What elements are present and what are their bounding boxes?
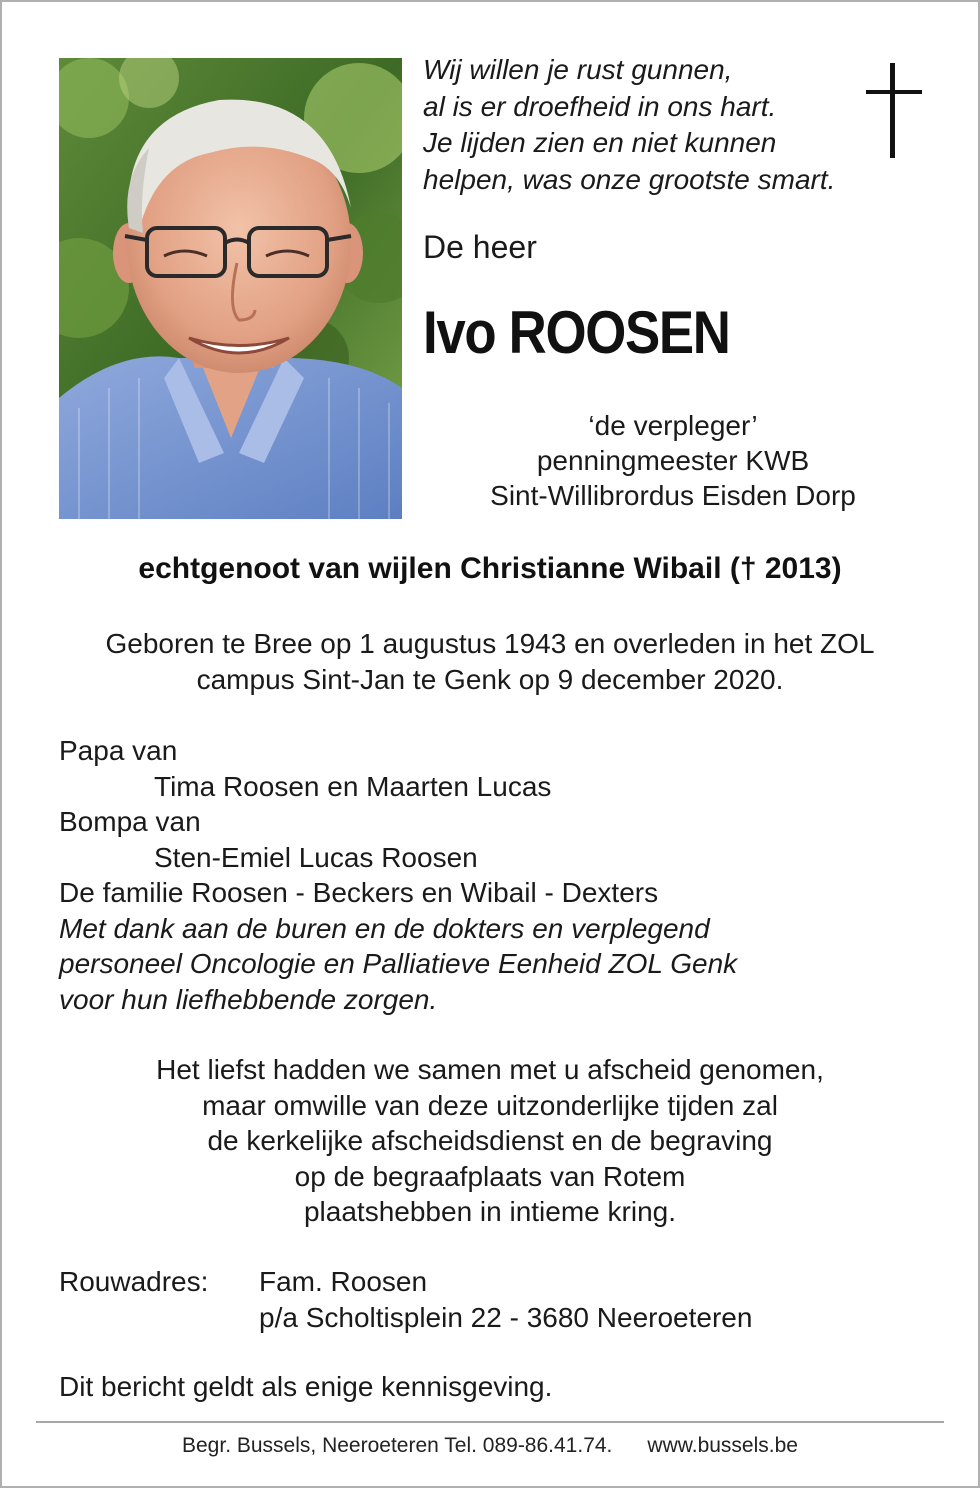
thanks-line: Met dank aan de buren en de dokters en verplegend <box>59 912 710 944</box>
mourning-address <box>59 1264 752 1336</box>
spouse-line: echtgenoot van wijlen Christianne Wibail († 2013) <box>138 552 842 585</box>
poem-line: Je lijden zien en niet kunnen <box>423 127 777 158</box>
farewell-text <box>0 1052 980 1230</box>
farewell-line: plaatshebben in intieme kring. <box>303 1196 676 1227</box>
deceased-name: Ivo ROOSEN <box>423 299 730 366</box>
address-line-1: Fam. Roosen <box>259 1266 428 1297</box>
footer-divider <box>36 1421 944 1423</box>
birth-death-info <box>0 626 980 698</box>
role-line: Sint-Willibrordus Eisden Dorp <box>490 480 856 511</box>
address-label: Rouwadres: <box>59 1266 209 1297</box>
website-link[interactable]: www.bussels.be <box>647 1434 798 1457</box>
role-line: penningmeester KWB <box>536 445 810 476</box>
relatives-line: De familie Roosen - Beckers en Wibail - Dexters <box>59 877 659 908</box>
thanks-line: personeel Oncologie en Palliatieve Eenheid ZOL Genk <box>59 948 738 979</box>
footer <box>0 1434 980 1458</box>
papa-label: Papa van <box>59 735 178 766</box>
honorific: De heer <box>423 229 537 265</box>
family-section <box>59 733 939 1017</box>
poem-line: Wij willen je rust gunnen, <box>423 54 733 85</box>
poem-line: al is er droefheid in ons hart. <box>423 90 777 122</box>
farewell-line: de kerkelijke afscheidsdienst en de begraving <box>207 1125 773 1156</box>
farewell-line: Het liefst hadden we samen met u afscheid genomen, <box>156 1054 824 1085</box>
portrait-photo <box>59 58 402 519</box>
farewell-line: op de begraafplaats van Rotem <box>294 1160 686 1192</box>
bompa-label: Bompa van <box>59 806 201 837</box>
latin-cross-icon <box>866 63 922 158</box>
birth-death-line: campus Sint-Jan te Genk op 9 december 2020. <box>196 664 784 695</box>
undertaker-info: Begr. Bussels, Neeroeteren Tel. 089-86.41.74. <box>182 1434 613 1457</box>
notice-line: Dit bericht geldt als enige kennisgeving. <box>59 1371 553 1402</box>
farewell-line: maar omwille van deze uitzonderlijke tijden zal <box>202 1089 778 1121</box>
birth-death-line: Geboren te Bree op 1 augustus 1943 en overleden in het ZOL <box>105 628 875 659</box>
roles <box>423 408 923 513</box>
grandchildren-names: Sten-Emiel Lucas Roosen <box>154 841 478 873</box>
thanks-line: voor hun liefhebbende zorgen. <box>59 983 438 1015</box>
poem <box>423 52 893 198</box>
role-line: ‘de verpleger’ <box>588 410 758 441</box>
address-line-2: p/a Scholtisplein 22 - 3680 Neeroeteren <box>259 1302 753 1333</box>
children-names: Tima Roosen en Maarten Lucas <box>154 770 552 802</box>
poem-line: helpen, was onze grootste smart. <box>423 163 836 195</box>
